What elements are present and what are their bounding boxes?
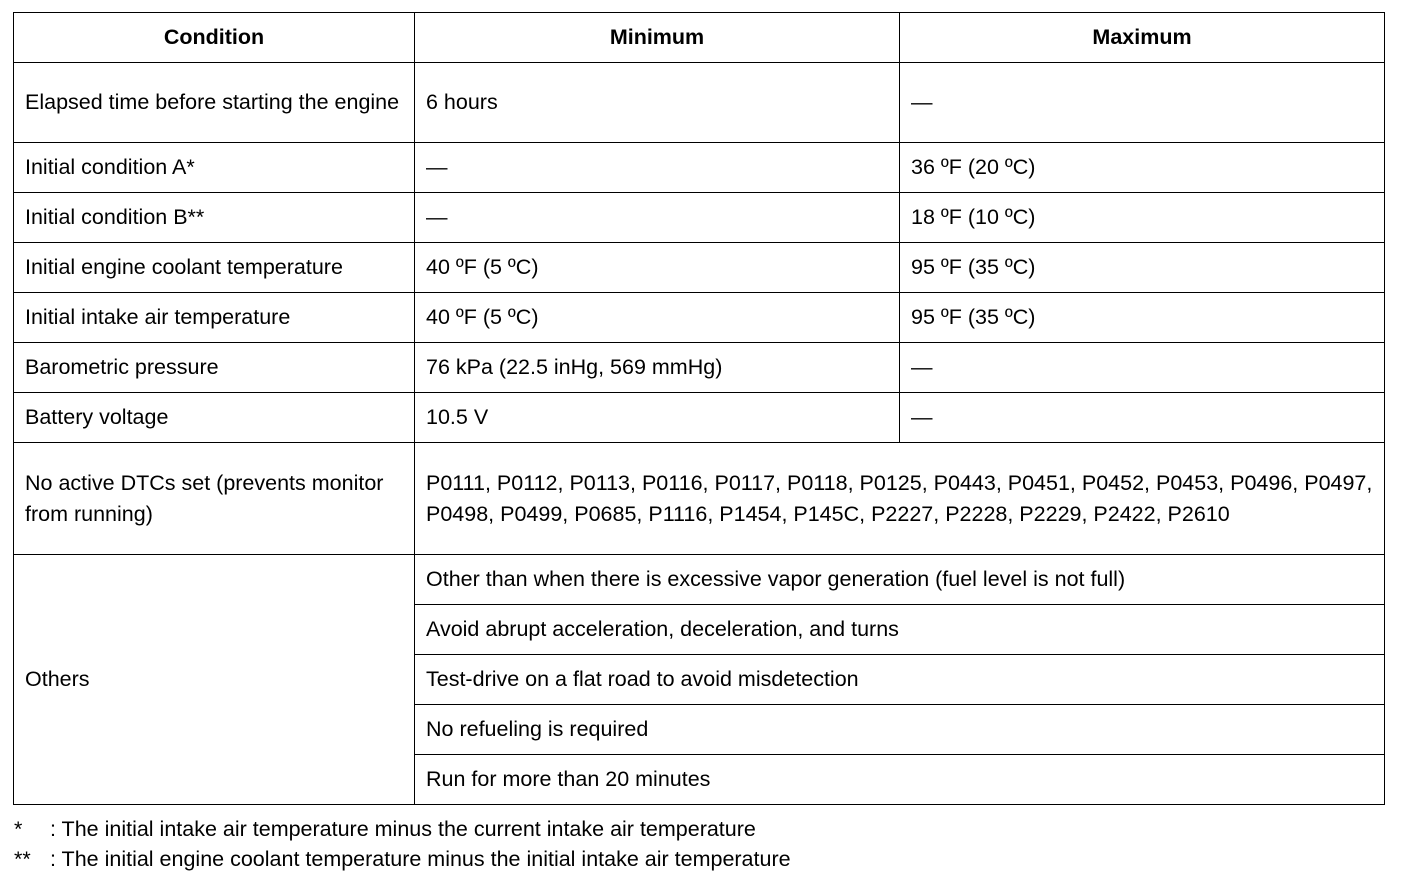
others-row <box>14 555 1385 605</box>
maximum-cell: — <box>900 343 1385 393</box>
dtc-condition-cell: No active DTCs set (prevents monitor from running) <box>14 443 415 555</box>
header-maximum: Maximum <box>900 13 1385 63</box>
table-row <box>14 193 1385 243</box>
table-row <box>14 393 1385 443</box>
minimum-cell: — <box>415 143 900 193</box>
conditions-table <box>13 12 1385 805</box>
table-row <box>14 243 1385 293</box>
maximum-cell: 95 ºF (35 ºC) <box>900 243 1385 293</box>
dtc-codes-cell: P0111, P0112, P0113, P0116, P0117, P0118, P0125, P0443, P0451, P0452, P0453, P0496, P0497, P0498, P0499, P0685, P1116, P1454, P145C, P2227, P2228, P2229, P2422, P2610 <box>415 443 1385 555</box>
header-minimum: Minimum <box>415 13 900 63</box>
maximum-cell: — <box>900 63 1385 143</box>
footnote-mark: * <box>14 817 23 841</box>
condition-cell: Initial engine coolant temperature <box>14 243 415 293</box>
minimum-cell: 40 ºF (5 ºC) <box>415 293 900 343</box>
footnote-text: : The initial engine coolant temperature minus the initial intake air temperature <box>50 847 791 871</box>
maximum-cell: 95 ºF (35 ºC) <box>900 293 1385 343</box>
dtc-row <box>14 443 1385 555</box>
footnotes <box>14 814 791 874</box>
maximum-cell: 18 ºF (10 ºC) <box>900 193 1385 243</box>
table-row <box>14 343 1385 393</box>
minimum-cell: 76 kPa (22.5 inHg, 569 mmHg) <box>415 343 900 393</box>
condition-cell: Barometric pressure <box>14 343 415 393</box>
others-item: No refueling is required <box>415 705 1385 755</box>
others-item: Other than when there is excessive vapor generation (fuel level is not full) <box>415 555 1385 605</box>
others-condition-cell: Others <box>14 555 415 805</box>
table-row <box>14 143 1385 193</box>
footnote <box>14 814 791 844</box>
footnote <box>14 844 791 874</box>
header-condition: Condition <box>14 13 415 63</box>
condition-cell: Initial condition B** <box>14 193 415 243</box>
footnote-mark: ** <box>14 847 31 871</box>
table-header-row <box>14 13 1385 63</box>
others-item: Avoid abrupt acceleration, deceleration, and turns <box>415 605 1385 655</box>
minimum-cell: 10.5 V <box>415 393 900 443</box>
footnote-text: : The initial intake air temperature minus the current intake air temperature <box>50 817 756 841</box>
table-row <box>14 63 1385 143</box>
condition-cell: Battery voltage <box>14 393 415 443</box>
others-item: Run for more than 20 minutes <box>415 755 1385 805</box>
minimum-cell: 40 ºF (5 ºC) <box>415 243 900 293</box>
condition-cell: Initial condition A* <box>14 143 415 193</box>
maximum-cell: 36 ºF (20 ºC) <box>900 143 1385 193</box>
minimum-cell: — <box>415 193 900 243</box>
maximum-cell: — <box>900 393 1385 443</box>
condition-cell: Initial intake air temperature <box>14 293 415 343</box>
table-row <box>14 293 1385 343</box>
minimum-cell: 6 hours <box>415 63 900 143</box>
condition-cell: Elapsed time before starting the engine <box>14 63 415 143</box>
others-item: Test-drive on a flat road to avoid misdetection <box>415 655 1385 705</box>
